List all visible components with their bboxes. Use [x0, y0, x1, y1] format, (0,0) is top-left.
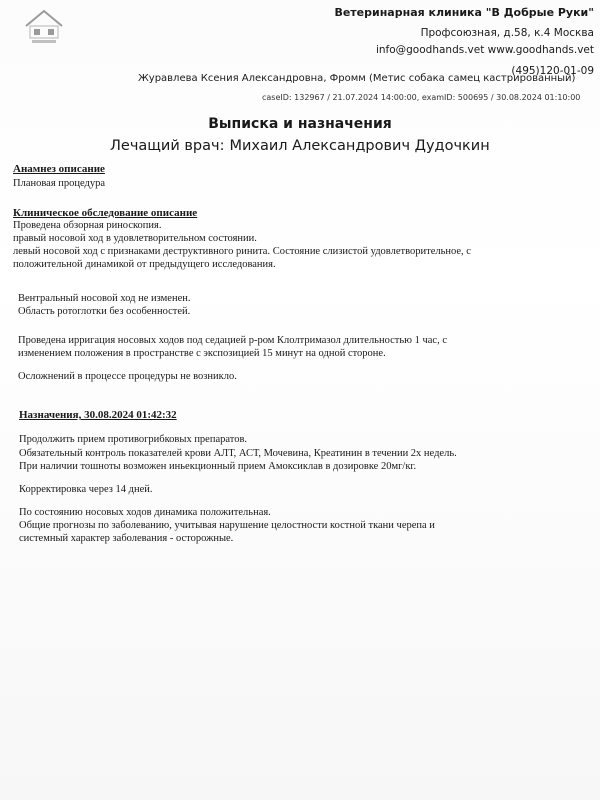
clinic-contacts: info@goodhands.vet www.goodhands.vet — [375, 44, 594, 56]
procedure-line: Проведена ирригация носовых ходов под седацией р-ром Клолтримазол длительностью 1 час, с — [18, 335, 447, 346]
exam-line: положительной динамикой от предыдущего исследования. — [13, 259, 276, 270]
prescriptions-heading: Назначения, 30.08.2024 01:42:32 — [19, 409, 177, 421]
doctor-line — [110, 138, 490, 154]
document-title: Выписка и назначения — [208, 116, 392, 132]
prescription-line: При наличии тошноты возможен иньекционный прием Амоксиклав в дозировке 20мг/кг. — [19, 461, 417, 472]
prescription-line: Обязательный контроль показателей крови АЛТ, АСТ, Мочевина, Креатинин в течении 2х недель. — [19, 448, 457, 459]
finding-line: Вентральный носовой ход не изменен. — [18, 293, 191, 304]
anamnesis-text: Плановая процедура — [13, 178, 106, 189]
clinical-exam-heading: Клиническое обследование описание — [13, 207, 198, 219]
conclusion-line: По состоянию носовых ходов динамика положительная. — [19, 507, 271, 518]
complications-text: Осложнений в процессе процедуры не возникло. — [18, 371, 237, 382]
exam-line: левый носовой ход с признаками деструктивного ринита. Состояние слизистой удовлетворительное, с — [13, 246, 471, 257]
procedure-line: изменением положения в пространстве с экспозицией 15 минут на одной стороне. — [18, 348, 386, 359]
case-ids: caseID: 132967 / 21.07.2024 14:00:00, examID: 500695 / 30.08.2024 01:10:00 — [262, 93, 581, 102]
doctor-label: Лечащий врач: — [110, 138, 225, 154]
conclusion-line: системный характер заболевания - осторожные. — [19, 533, 234, 544]
clinic-name: Ветеринарная клиника "В Добрые Руки" — [334, 6, 594, 19]
clinic-phone: (495)120-01-09 — [511, 65, 594, 77]
finding-line: Область ротоглотки без особенностей. — [18, 306, 191, 317]
patient-line: Журавлева Ксения Александровна, Фромм (Метис собака самец кастрированный) — [138, 73, 576, 84]
exam-line: правый носовой ход в удовлетворительном состоянии. — [13, 233, 257, 244]
exam-line: Проведена обзорная риноскопия. — [13, 220, 162, 231]
followup-text: Корректировка через 14 дней. — [19, 484, 153, 495]
doctor-name: Михаил Александрович Дудочкин — [229, 138, 490, 154]
conclusion-line: Общие прогнозы по заболеванию, учитывая нарушение целостности костной ткани черепа и — [19, 520, 435, 531]
clinic-address: Профсоюзная, д.58, к.4 Москва — [420, 27, 594, 39]
anamnesis-heading: Анамнез описание — [13, 163, 105, 175]
prescription-line: Продолжить прием противогрибковых препаратов. — [19, 434, 248, 445]
clinic-logo-icon — [22, 6, 66, 46]
